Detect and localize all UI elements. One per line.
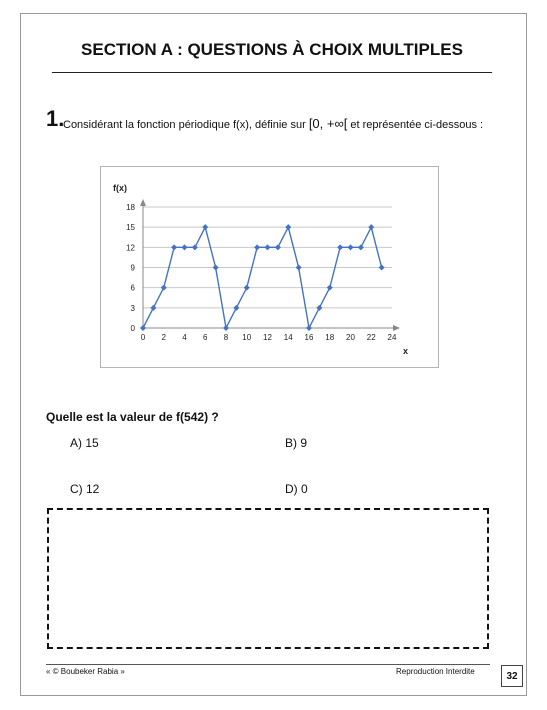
x-tick-label: 14: [283, 333, 293, 342]
question-interval: [0, +∞[: [308, 116, 348, 131]
data-point: [316, 305, 322, 311]
data-point: [202, 224, 208, 230]
y-tick-label: 6: [130, 283, 135, 293]
x-tick-label: 18: [325, 333, 335, 342]
y-tick-label: 18: [126, 203, 135, 212]
data-point: [348, 244, 354, 250]
x-tick-label: 0: [140, 333, 146, 342]
x-tick-label: 24: [387, 333, 397, 342]
y-tick-label: 9: [130, 263, 135, 273]
data-point: [379, 265, 385, 271]
data-point: [150, 305, 156, 311]
x-tick-label: 6: [203, 333, 208, 342]
y-tick-label: 3: [130, 303, 135, 313]
data-point: [182, 244, 188, 250]
x-tick-label: 8: [223, 333, 229, 342]
y-tick-label: 0: [130, 324, 135, 333]
choice-d[interactable]: D) 0: [285, 482, 308, 496]
x-tick-label: 2: [161, 333, 166, 342]
x-axis-label: x: [403, 346, 409, 356]
title-rule: [52, 72, 492, 73]
series-line: [143, 227, 382, 328]
chart-box: [100, 166, 439, 368]
choice-c[interactable]: C) 12: [70, 482, 100, 496]
y-axis-label: f(x): [113, 183, 127, 193]
data-point: [161, 285, 167, 291]
y-axis-arrow: [140, 199, 146, 206]
question-text-before: Considérant la fonction périodique f(x), définie sur: [63, 119, 309, 131]
sub-question: Quelle est la valeur de f(542) ?: [46, 410, 219, 424]
page-number: 32: [501, 665, 523, 687]
footer-copyright: « © Boubeker Rabia »: [46, 667, 125, 676]
function-chart: [101, 167, 440, 369]
data-point: [213, 265, 219, 271]
footer-notice: Reproduction Interdite: [396, 667, 475, 676]
x-tick-label: 12: [263, 333, 272, 342]
section-title: SECTION A : QUESTIONS À CHOIX MULTIPLES: [81, 40, 463, 59]
choice-b[interactable]: B) 9: [285, 436, 308, 450]
x-tick-label: 22: [366, 333, 376, 342]
y-tick-label: 12: [126, 243, 135, 253]
data-point: [265, 244, 271, 250]
x-tick-label: 4: [182, 333, 187, 342]
choice-a[interactable]: A) 15: [70, 436, 99, 450]
x-tick-label: 10: [242, 333, 252, 342]
question-text: [63, 116, 483, 131]
data-point: [296, 265, 302, 271]
footer-rule: [46, 664, 490, 665]
data-point: [244, 285, 250, 291]
question-text-after: et représentée ci-dessous :: [347, 119, 484, 131]
answer-box[interactable]: [47, 508, 489, 649]
x-tick-label: 20: [346, 333, 355, 342]
data-point: [275, 244, 281, 250]
x-axis-arrow: [393, 325, 400, 331]
data-point: [285, 224, 291, 230]
data-point: [192, 244, 198, 250]
data-point: [306, 325, 312, 331]
data-point: [337, 244, 343, 250]
question-number: 1.: [46, 106, 65, 131]
data-point: [368, 224, 374, 230]
data-point: [358, 244, 364, 250]
data-point: [254, 244, 260, 250]
data-point: [140, 325, 146, 331]
data-point: [327, 285, 333, 291]
data-point: [171, 244, 177, 250]
x-tick-label: 16: [304, 333, 314, 342]
data-point: [233, 305, 239, 311]
data-point: [223, 325, 229, 331]
y-tick-label: 15: [126, 223, 135, 233]
